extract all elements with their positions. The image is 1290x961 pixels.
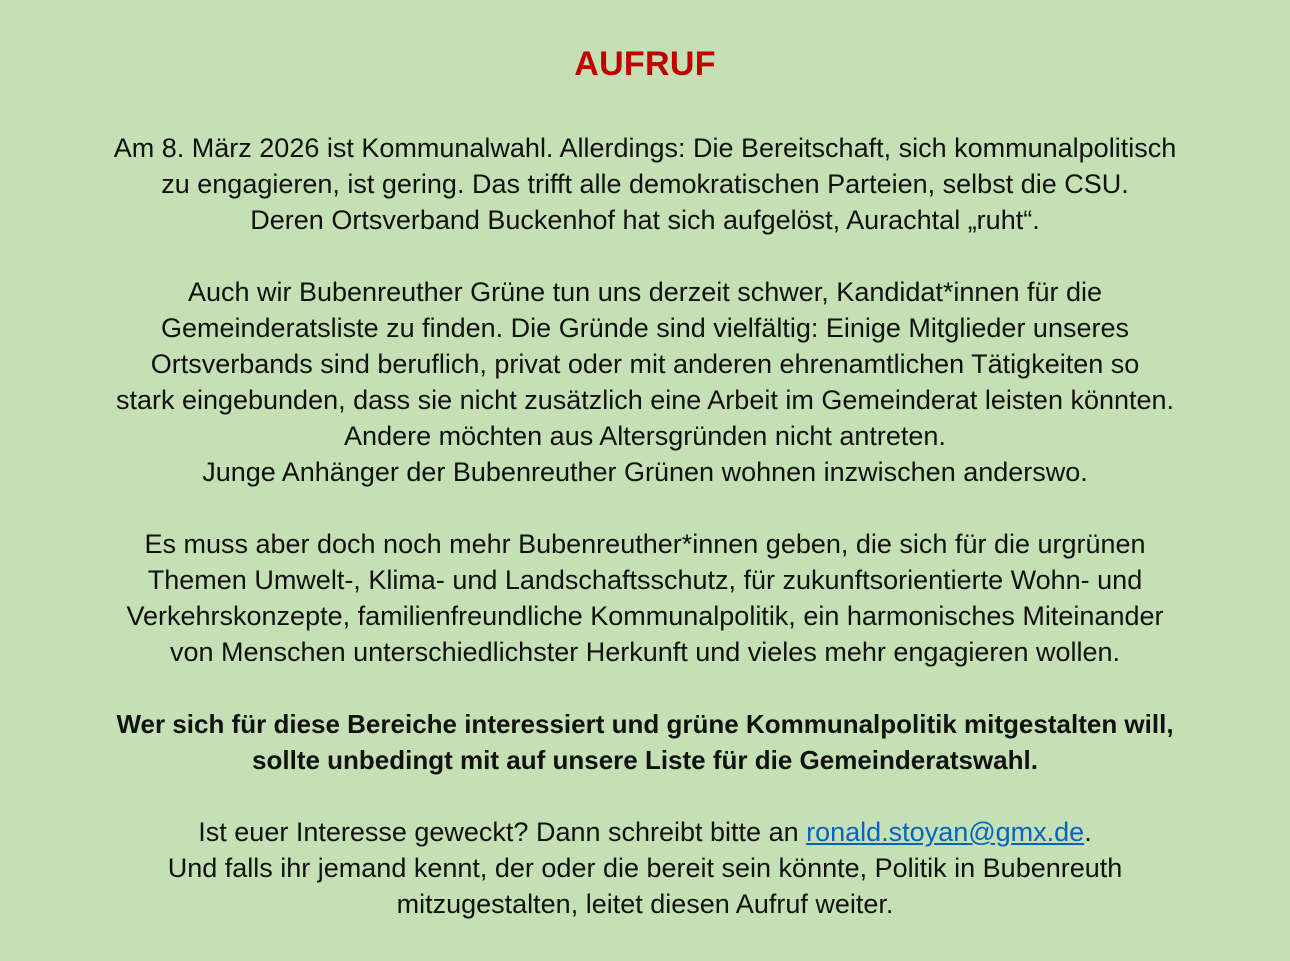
- text-line: Am 8. März 2026 ist Kommunalwahl. Allerdings: Die Bereitschaft, sich kommunalpolitisch: [113, 133, 1177, 163]
- bold-text-line: sollte unbedingt mit auf unsere Liste für die Gemeinderatswahl.: [252, 745, 1038, 775]
- page-title: AUFRUF: [574, 45, 716, 83]
- text-line: mitzugestalten, leitet diesen Aufruf weiter.: [396, 889, 894, 919]
- text-line: Andere möchten aus Altersgründen nicht antreten.: [344, 421, 946, 451]
- bold-text-line: Wer sich für diese Bereiche interessiert und grüne Kommunalpolitik mitgestalten will,: [116, 709, 1174, 739]
- text-line: Gemeinderatsliste zu finden. Die Gründe sind vielfältig: Einige Mitglieder unseres: [161, 313, 1129, 343]
- text-line: von Menschen unterschiedlichster Herkunft und vieles mehr engagieren wollen.: [169, 637, 1121, 667]
- paragraph-green-topics: [0, 526, 1290, 670]
- text-line: Verkehrskonzepte, familienfreundliche Kommunalpolitik, ein harmonisches Miteinander: [126, 601, 1164, 631]
- text-line: zu engagieren, ist gering. Das trifft alle demokratischen Parteien, selbst die CSU.: [161, 169, 1129, 199]
- text-line: Junge Anhänger der Bubenreuther Grünen wohnen inzwischen anderswo.: [202, 457, 1088, 487]
- text-line: Ortsverbands sind beruflich, privat oder mit anderen ehrenamtlichen Tätigkeiten so: [150, 349, 1140, 379]
- email-link[interactable]: ronald.stoyan@gmx.de: [806, 817, 1085, 847]
- text-line: Auch wir Bubenreuther Grüne tun uns derzeit schwer, Kandidat*innen für die: [187, 277, 1103, 307]
- contact-suffix: .: [1084, 817, 1092, 847]
- text-line: Es muss aber doch noch mehr Bubenreuther*innen geben, die sich für die urgrünen: [144, 529, 1146, 559]
- paragraph-candidate-search: [0, 274, 1290, 490]
- text-line: Und falls ihr jemand kennt, der oder die bereit sein könnte, Politik in Bubenreuth: [167, 853, 1123, 883]
- text-line: Deren Ortsverband Buckenhof hat sich aufgelöst, Aurachtal „ruht“.: [250, 205, 1040, 235]
- contact-prefix: Ist euer Interesse geweckt? Dann schreibt bitte an: [198, 817, 807, 847]
- text-line: Themen Umwelt-, Klima- und Landschaftsschutz, für zukunftsorientierte Wohn- und: [147, 565, 1143, 595]
- paragraph-call-to-action: [0, 706, 1290, 778]
- paragraph-election-intro: [0, 130, 1290, 238]
- paragraph-contact: [0, 814, 1290, 922]
- contact-line: [0, 814, 1290, 850]
- text-line: stark eingebunden, dass sie nicht zusätzlich eine Arbeit im Gemeinderat leisten könnten.: [115, 385, 1175, 415]
